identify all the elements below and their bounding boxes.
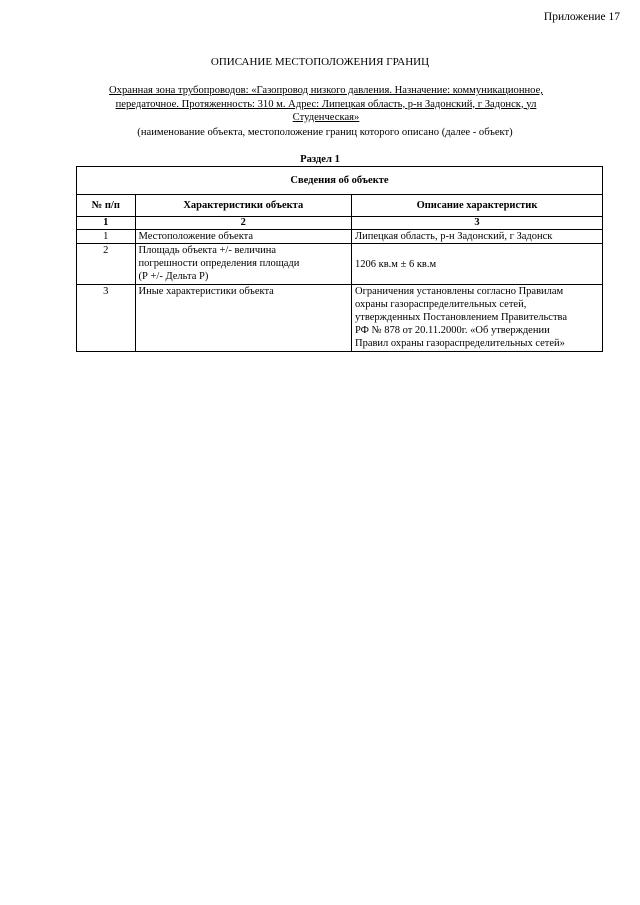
section-label: Раздел 1 (300, 154, 340, 165)
table-caption-row (77, 167, 603, 195)
document-title: ОПИСАНИЕ МЕСТОПОЛОЖЕНИЯ ГРАНИЦ (210, 56, 430, 68)
cell-line: (Р +/- Дельта Р) (138, 271, 209, 282)
column-number: 2 (135, 217, 351, 230)
table-row (77, 230, 603, 244)
object-name-line: Охранная зона трубопроводов: «Газопровод низкого давления. Назначение: коммуникационное, (109, 85, 543, 96)
table-header-row (77, 195, 603, 217)
cell-line: охраны газораспределительных сетей, (354, 299, 527, 310)
cell-line: РФ № 878 от 20.11.2000г. «Об утверждении (354, 325, 550, 336)
row-number: 3 (77, 285, 136, 352)
object-info-table (76, 166, 603, 352)
cell-line: Ограничения установлены согласно Правилам (354, 286, 564, 297)
cell-line: Площадь объекта +/- величина (138, 245, 277, 256)
row-description (351, 244, 602, 285)
row-number: 2 (77, 244, 136, 285)
cell-line: утвержденных Постановлением Правительства (354, 312, 568, 323)
object-name (78, 84, 574, 125)
object-caption: (наименование объекта, местоположение границ которого описано (далее - объект) (137, 127, 513, 138)
row-characteristic (135, 285, 351, 352)
object-name-line: Студенческая» (292, 112, 360, 123)
appendix-label: Приложение 17 (543, 11, 620, 23)
column-number-row (77, 217, 603, 230)
header-description: Описание характеристик (351, 195, 602, 217)
cell-line: погрешности определения площади (138, 258, 300, 269)
table-caption: Сведения об объекте (77, 167, 603, 195)
header-characteristic: Характеристики объекта (135, 195, 351, 217)
column-number: 3 (351, 217, 602, 230)
row-characteristic (135, 244, 351, 285)
header-number: № п/п (77, 195, 136, 217)
cell-line: Липецкая область, р-н Задонский, г Задонск (354, 231, 553, 242)
table-row (77, 285, 603, 352)
cell-line: Иные характеристики объекта (138, 286, 274, 297)
table-row (77, 244, 603, 285)
object-name-line: передаточное. Протяженность: 310 м. Адрес: Липецкая область, р-н Задонский, г Задонск, ул (115, 98, 537, 110)
cell-line: 1206 кв.м ± 6 кв.м (354, 258, 437, 270)
cell-line: Правил охраны газораспределительных сетей» (354, 338, 565, 349)
column-number: 1 (77, 217, 136, 230)
cell-line: Местоположение объекта (138, 231, 254, 242)
row-description (351, 285, 602, 352)
row-description (351, 230, 602, 244)
row-number: 1 (77, 230, 136, 244)
row-characteristic (135, 230, 351, 244)
